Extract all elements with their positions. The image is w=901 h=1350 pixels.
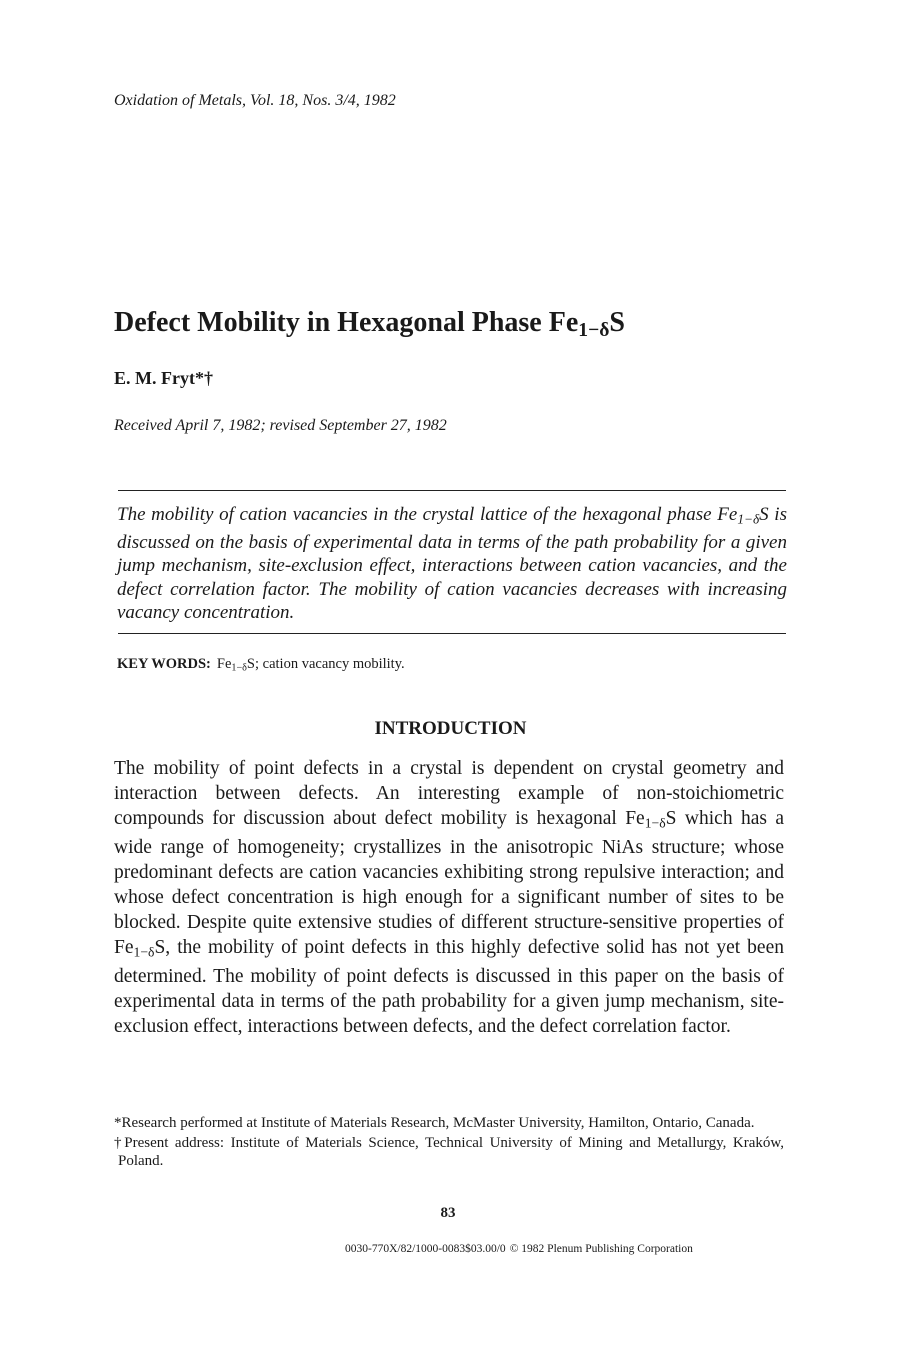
intro-subscript-2: 1−δ xyxy=(133,944,155,960)
intro-text-3: S, the mobility of point defects in this highly defective solid has not yet been determined. The mobility of point defects is discussed in this paper on the basis of experimental data in terms of the path probability for a given jump mechanism, site-exclusion effect, interactions between defects, and the defect correlation factor. xyxy=(114,936,784,1037)
page-number: 83 xyxy=(440,1205,456,1221)
keywords-formula-suffix: S; xyxy=(246,656,260,672)
introduction-paragraph xyxy=(114,757,784,1040)
footnotes xyxy=(114,1114,784,1170)
journal-citation: Oxidation of Metals, Vol. 18, Nos. 3/4, 1982 xyxy=(114,92,396,109)
intro-text-2: S which has a wide range of homogeneity; crystallizes in the anisotropic NiAs structure; whose predominant defects are cation vacancies exhibiting strong repulsive interaction; and whose defect concentration is high enough for a significant number of sites to be blocked. Despite quite extensive studies of different structure-sensitive properties of Fe xyxy=(114,807,784,958)
section-heading-introduction: INTRODUCTION xyxy=(374,718,527,739)
footnote-address: †Present address: Institute of Materials Science, Technical University of Mining and Metallurgy, Kraków, Poland. xyxy=(114,1135,784,1169)
abstract-text-end: S is discussed on the basis of experimental data in terms of the path probability for a given jump mechanism, site-exclusion effect, interactions between cation vacancies, and the defect correlation factor. The mobility of cation vacancies decreases with increasing vacancy concentration. xyxy=(117,504,787,624)
title-text: Defect Mobility in Hexagonal Phase Fe xyxy=(114,307,579,338)
abstract-top-rule xyxy=(118,490,786,491)
intro-text-1: The mobility of point defects in a crystal is dependent on crystal geometry and interaction between defects. An interesting example of non-stoichiometric compounds for discussion about defect mobility is hexagonal Fe xyxy=(114,758,784,829)
title-subscript: 1−δ xyxy=(578,319,610,341)
keywords-formula-subscript: 1−δ xyxy=(231,662,247,674)
author-line: E. M. Fryt*† xyxy=(114,368,213,388)
keywords-text: cation vacancy mobility. xyxy=(259,656,405,672)
intro-subscript-1: 1−δ xyxy=(644,815,666,831)
abstract xyxy=(117,503,787,625)
abstract-formula-subscript: 1−δ xyxy=(737,511,760,527)
abstract-text-start: The mobility of cation vacancies in the crystal lattice of the hexagonal phase Fe xyxy=(117,504,738,525)
footnote-research: *Research performed at Institute of Materials Research, McMaster University, Hamilton, Ontario, Canada. xyxy=(114,1115,755,1131)
keywords-label: KEY WORDS: xyxy=(117,656,211,672)
publisher-copyright: © 1982 Plenum Publishing Corporation xyxy=(509,1243,693,1255)
received-dates: Received April 7, 1982; revised September 27, 1982 xyxy=(114,417,447,434)
article-title xyxy=(114,307,625,342)
abstract-bottom-rule xyxy=(118,633,786,634)
keywords-formula: Fe xyxy=(216,656,232,672)
keywords xyxy=(117,656,405,674)
article-code: 0030-770X/82/1000-0083$03.00/0 xyxy=(345,1243,506,1255)
copyright-line xyxy=(345,1243,693,1255)
title-suffix: S xyxy=(609,307,625,338)
